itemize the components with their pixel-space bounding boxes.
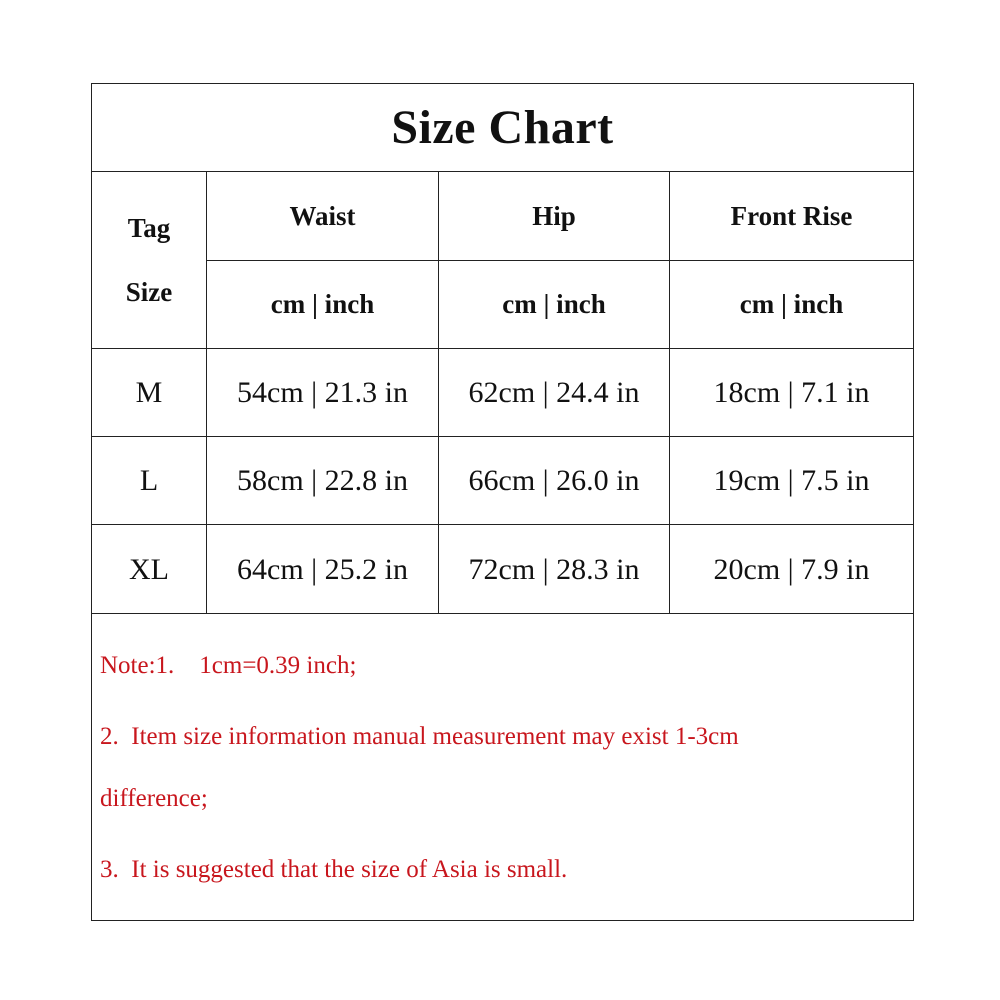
size-chart	[91, 83, 914, 921]
waist-unit-header: cm | inch	[207, 261, 439, 349]
size-cell: XL	[92, 525, 207, 614]
hip-unit-header: cm | inch	[439, 261, 670, 349]
hip-cell: 66cm | 26.0 in	[439, 437, 670, 525]
note-line-3: difference;	[100, 785, 208, 812]
waist-cell: 64cm | 25.2 in	[207, 525, 439, 614]
note-line-1: Note:1. 1cm=0.39 inch;	[100, 652, 357, 679]
front-rise-cell: 19cm | 7.5 in	[670, 437, 913, 525]
note-line-4: 3. It is suggested that the size of Asia is small.	[100, 856, 568, 883]
chart-title: Size Chart	[92, 84, 913, 172]
size-cell: L	[92, 437, 207, 525]
front-rise-cell: 18cm | 7.1 in	[670, 349, 913, 437]
waist-cell: 54cm | 21.3 in	[207, 349, 439, 437]
hip-cell: 62cm | 24.4 in	[439, 349, 670, 437]
tag-size-line2: Size	[125, 277, 173, 307]
front-rise-header: Front Rise	[670, 172, 913, 261]
hip-cell: 72cm | 28.3 in	[439, 525, 670, 614]
front-rise-unit-header: cm | inch	[670, 261, 913, 349]
tag-size-line1: Tag	[127, 213, 171, 243]
waist-cell: 58cm | 22.8 in	[207, 437, 439, 525]
front-rise-cell: 20cm | 7.9 in	[713, 552, 870, 586]
tag-size-header	[92, 172, 207, 349]
size-cell: M	[92, 349, 207, 437]
waist-header: Waist	[207, 172, 439, 261]
size-table	[92, 172, 913, 614]
hip-header: Hip	[439, 172, 670, 261]
note-line-2: 2. Item size information manual measurement may exist 1-3cm	[100, 723, 739, 750]
